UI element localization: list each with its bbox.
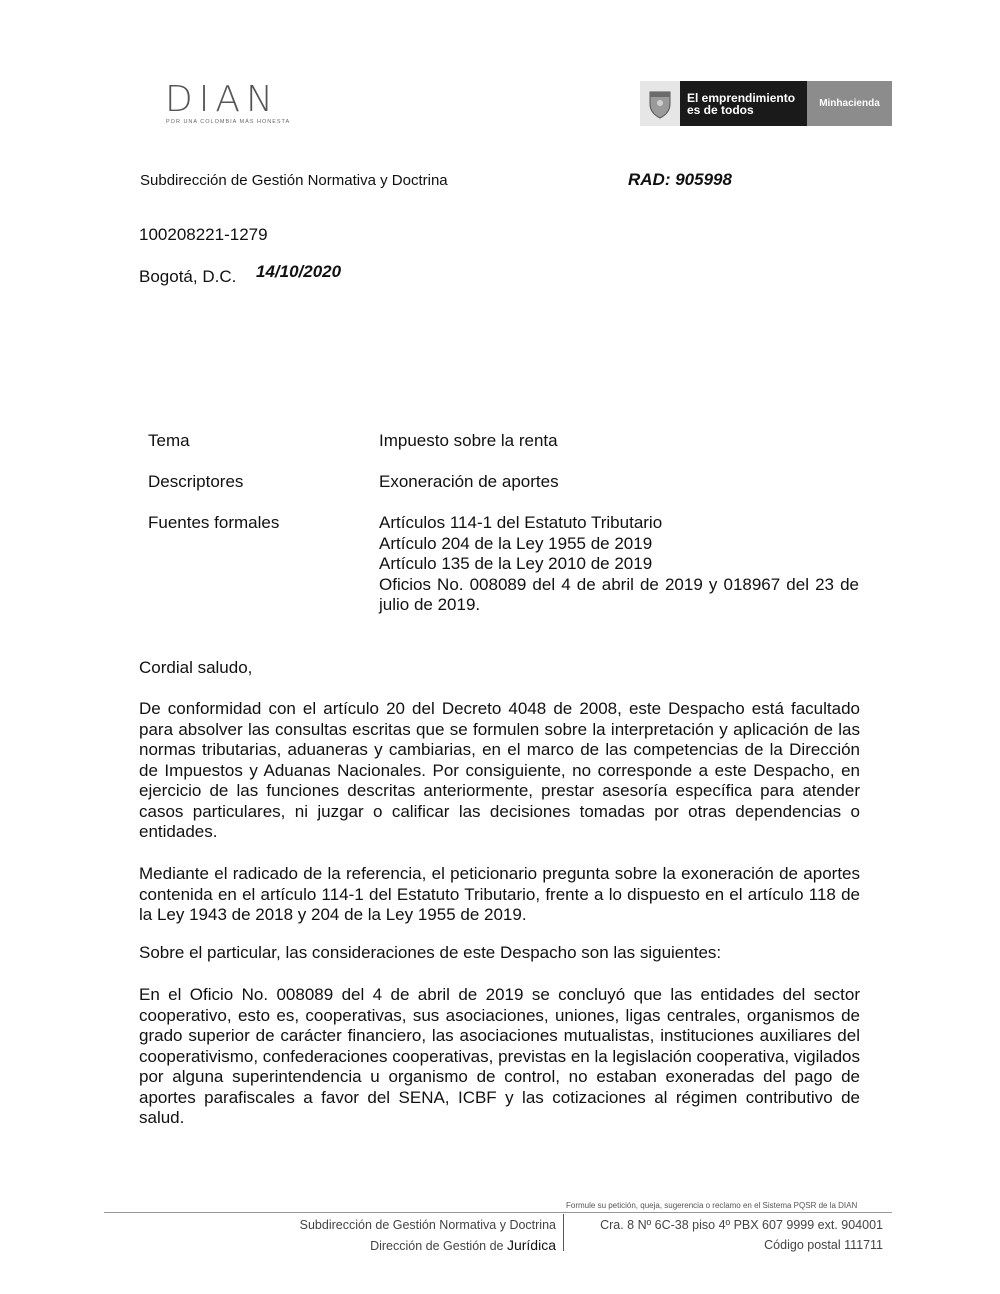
- dian-logo-text: DIAN: [165, 79, 279, 120]
- city: Bogotá, D.C.: [139, 267, 237, 286]
- fuente-item: Artículos 114-1 del Estatuto Tributario: [379, 513, 663, 532]
- paragraph-text: En el Oficio No. 008089 del 4 de abril de 2019 se concluyó que las entidades del sector cooperativo, esto es, cooperativas, sus asociaciones, uniones, ligas centrales, organismos de grado superior de carácter financiero, las asociaciones mutualistas, instituciones auxiliares del cooperativismo, confederaciones cooperativas, previstas en la legislación cooperativa, vigilados por alguna superintendencia u organismo de control, no estaban exoneradas del pago de aportes parafiscales a favor del SENA, ICBF y las cotizaciones al régimen contributivo de salud.: [139, 985, 861, 1127]
- document-date: 14/10/2020: [256, 262, 342, 281]
- fuentes-list: [379, 513, 859, 616]
- body-paragraph: [139, 699, 860, 843]
- footer-separator: [563, 1214, 564, 1251]
- body-paragraph: [139, 985, 860, 1129]
- footer-pqsr-note: Formule su petición, queja, sugerencia o reclamo en el Sistema PQSR de la DIAN: [566, 1201, 858, 1210]
- footer-office-emphasis: Jurídica: [506, 1237, 556, 1253]
- body-paragraph: [139, 943, 860, 964]
- paragraph-text: De conformidad con el artículo 20 del Decreto 4048 de 2008, este Despacho está facultado para absolver las consultas escritas que se formulen sobre la interpretación y aplicación de las normas tributarias, aduaneras y cambiarias, en el marco de las competencias de la Dirección de Impuestos y Aduanas Nacionales. Por consiguiente, no corresponde a este Despacho, en ejercicio de las funciones descritas anteriormente, prestar asesoría específica para atender casos particulares, ni juzgar o calificar las decisiones tomadas por otras dependencias o entidades.: [139, 699, 860, 841]
- dian-logo-tagline: POR UNA COLOMBIA MÁS HONESTA: [166, 119, 291, 125]
- dian-logo: [165, 79, 325, 128]
- footer-office-prefix: Dirección de Gestión de: [370, 1239, 504, 1253]
- footer-office-line2: [230, 1235, 556, 1256]
- fuente-item: Artículo 135 de la Ley 2010 de 2019: [379, 554, 653, 573]
- government-banner: [640, 81, 892, 126]
- footer-address-line: Cra. 8 Nº 6C-38 piso 4º PBX 607 9999 ext. 904001: [600, 1218, 883, 1232]
- subdirection-title: Subdirección de Gestión Normativa y Doctrina: [140, 172, 448, 189]
- fuentes-label: Fuentes formales: [148, 513, 280, 532]
- descriptores-value: Exoneración de aportes: [379, 472, 559, 491]
- gov-banner-brand: Minhacienda: [807, 81, 892, 126]
- footer-office: [230, 1215, 556, 1256]
- reference-number: 100208221-1279: [139, 225, 268, 244]
- tema-label: Tema: [148, 431, 190, 450]
- footer-postal-code: Código postal 111711: [764, 1238, 883, 1252]
- tema-value: Impuesto sobre la renta: [379, 431, 558, 450]
- descriptores-label: Descriptores: [148, 472, 244, 491]
- body-paragraph: [139, 864, 860, 926]
- footer-address: [576, 1215, 883, 1255]
- fuente-item: Oficios No. 008089 del 4 de abril de 2019 y 018967 del 23 de julio de 2019.: [379, 574, 859, 614]
- rad-number: RAD: 905998: [628, 170, 732, 189]
- footer-divider: [104, 1212, 892, 1213]
- coat-of-arms-icon: [640, 81, 680, 126]
- gov-banner-slogan: El emprendimiento es de todos: [680, 81, 807, 126]
- greeting: Cordial saludo,: [139, 658, 253, 677]
- paragraph-text: Sobre el particular, las consideraciones de este Despacho son las siguientes:: [139, 943, 722, 962]
- fuente-item: Artículo 204 de la Ley 1955 de 2019: [379, 533, 653, 553]
- paragraph-text: Mediante el radicado de la referencia, el peticionario pregunta sobre la exoneración de aportes contenida en el artículo 114-1 del Estatuto Tributario, frente a lo dispuesto en el artículo 118 de la Ley 1943 de 2018 y 204 de la Ley 1955 de 2019.: [139, 864, 860, 924]
- footer-office-line1: Subdirección de Gestión Normativa y Doctrina: [299, 1218, 556, 1232]
